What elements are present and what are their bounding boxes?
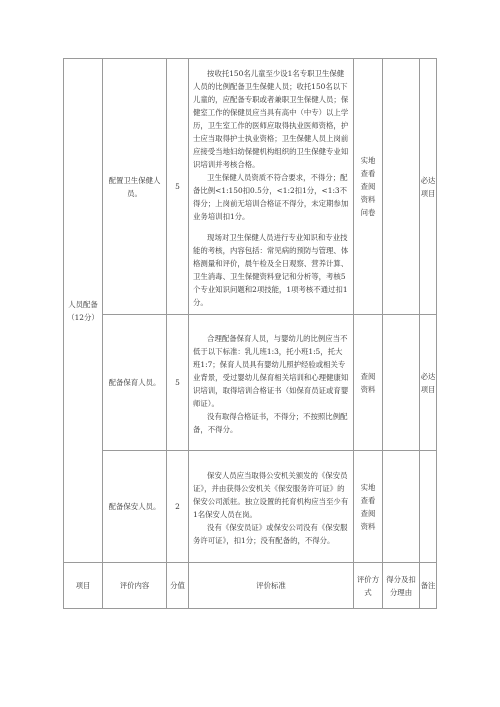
deduction-cell <box>383 451 420 563</box>
criteria-cell <box>189 451 354 563</box>
method-cell <box>354 315 383 451</box>
method-cell <box>354 59 383 315</box>
header-criteria-text: 评价标准 <box>256 581 286 590</box>
header-content-text: 评价内容 <box>119 581 150 590</box>
content-text: 配备保育人员。 <box>108 378 161 387</box>
category-cell <box>64 59 103 563</box>
evaluation-table <box>63 58 437 609</box>
score-text: 5 <box>175 182 180 191</box>
deduction-cell <box>383 59 420 315</box>
table-row <box>64 315 437 451</box>
header-note-text: 备注 <box>420 581 436 590</box>
score-cell <box>167 451 189 563</box>
criteria-paragraph: 没有取得合格证书，不得分；不按照比例配备，不得分。 <box>193 411 348 434</box>
category-label: 人员配备（12分） <box>67 299 99 322</box>
content-text: 配备保安人员。 <box>108 502 161 511</box>
note-text: 必达项目 <box>420 175 436 198</box>
note-text: 必达项目 <box>420 371 436 394</box>
header-score <box>167 563 189 609</box>
criteria-paragraph: 保安人员应当取得公安机关颁发的《保安员证》，并由获得公安机关《保安服务许可证》的保安公司派驻。独立设置的托育机构应当至少有1名保安人员在岗。 <box>193 470 349 519</box>
note-cell <box>420 59 437 315</box>
content-cell <box>103 315 167 451</box>
content-text: 配置卫生保健人员。 <box>108 175 161 198</box>
header-content <box>103 563 167 609</box>
content-cell <box>103 59 167 315</box>
score-cell <box>167 315 189 451</box>
score-text: 2 <box>175 502 180 511</box>
criteria-cell <box>189 315 354 451</box>
table-row <box>64 59 437 315</box>
criteria-paragraph: 卫生保健人员资质不符合要求，不得分；配备比例<1:150扣0.5分，<1:2扣1分，<1:3不得分；上岗前无培训合格证不得分，未定期参加业务培训扣1分。 <box>193 172 349 221</box>
header-row <box>64 563 437 609</box>
criteria-paragraph: 现场对卫生保健人员进行专业知识和专业技能的考核，内容包括：常见病的预防与管理、体格测量和评价，晨午检及全日观察、营养计算、卫生消毒、卫生保健资料登记和分析等，考核5个专业知识问题和2项技能，1项考核不通过扣1分。 <box>193 232 349 307</box>
header-score-text: 分值 <box>170 581 185 590</box>
content-cell <box>103 451 167 563</box>
header-method-text: 评价方式 <box>356 574 380 597</box>
score-text: 5 <box>175 378 180 387</box>
note-cell <box>420 451 437 563</box>
header-criteria <box>189 563 354 609</box>
method-text: 实地查看查阅资料 <box>360 482 376 531</box>
method-text: 查阅资料 <box>360 371 376 394</box>
method-cell <box>354 451 383 563</box>
table-row <box>64 451 437 563</box>
note-cell <box>420 315 437 451</box>
header-deduction <box>383 563 420 609</box>
criteria-paragraph: 按收托150名儿童至少设1名专职卫生保健人员的比例配备卫生保健人员；收托150名以下儿童的，应配备专职或者兼职卫生保健人员；保健室工作的保健员应当具有高中（中专）以上学历，卫生室工作的医师应取得执业医师资格，护士应当取得护士执业资格；卫生保健人员上岗前应接受当地妇幼保健机构组织的卫生保健专业知识培训并考核合格。 <box>193 68 349 169</box>
header-deduction-text: 得分及扣分理由 <box>386 574 416 597</box>
header-note <box>420 563 437 609</box>
method-text: 实地查看查阅资料问卷 <box>360 156 376 217</box>
header-item <box>64 563 103 609</box>
deduction-cell <box>383 315 420 451</box>
score-cell <box>167 59 189 315</box>
criteria-cell <box>189 59 354 315</box>
header-item-text: 项目 <box>75 581 91 590</box>
header-method <box>354 563 383 609</box>
criteria-paragraph: 合理配备保育人员，与婴幼儿的比例应当不低于以下标准：乳儿班1:3，托小班1:5，托大班1:7；保育人员具有婴幼儿照护经验或相关专业背景，受过婴幼儿保育相关培训和心理健康知识培训，取得培训合格证书（如保育员证或育婴师证）。 <box>193 333 349 408</box>
criteria-paragraph: 没有《保安员证》或保安公司没有《保安服务许可证》，扣1分；没有配备的，不得分。 <box>193 522 348 545</box>
